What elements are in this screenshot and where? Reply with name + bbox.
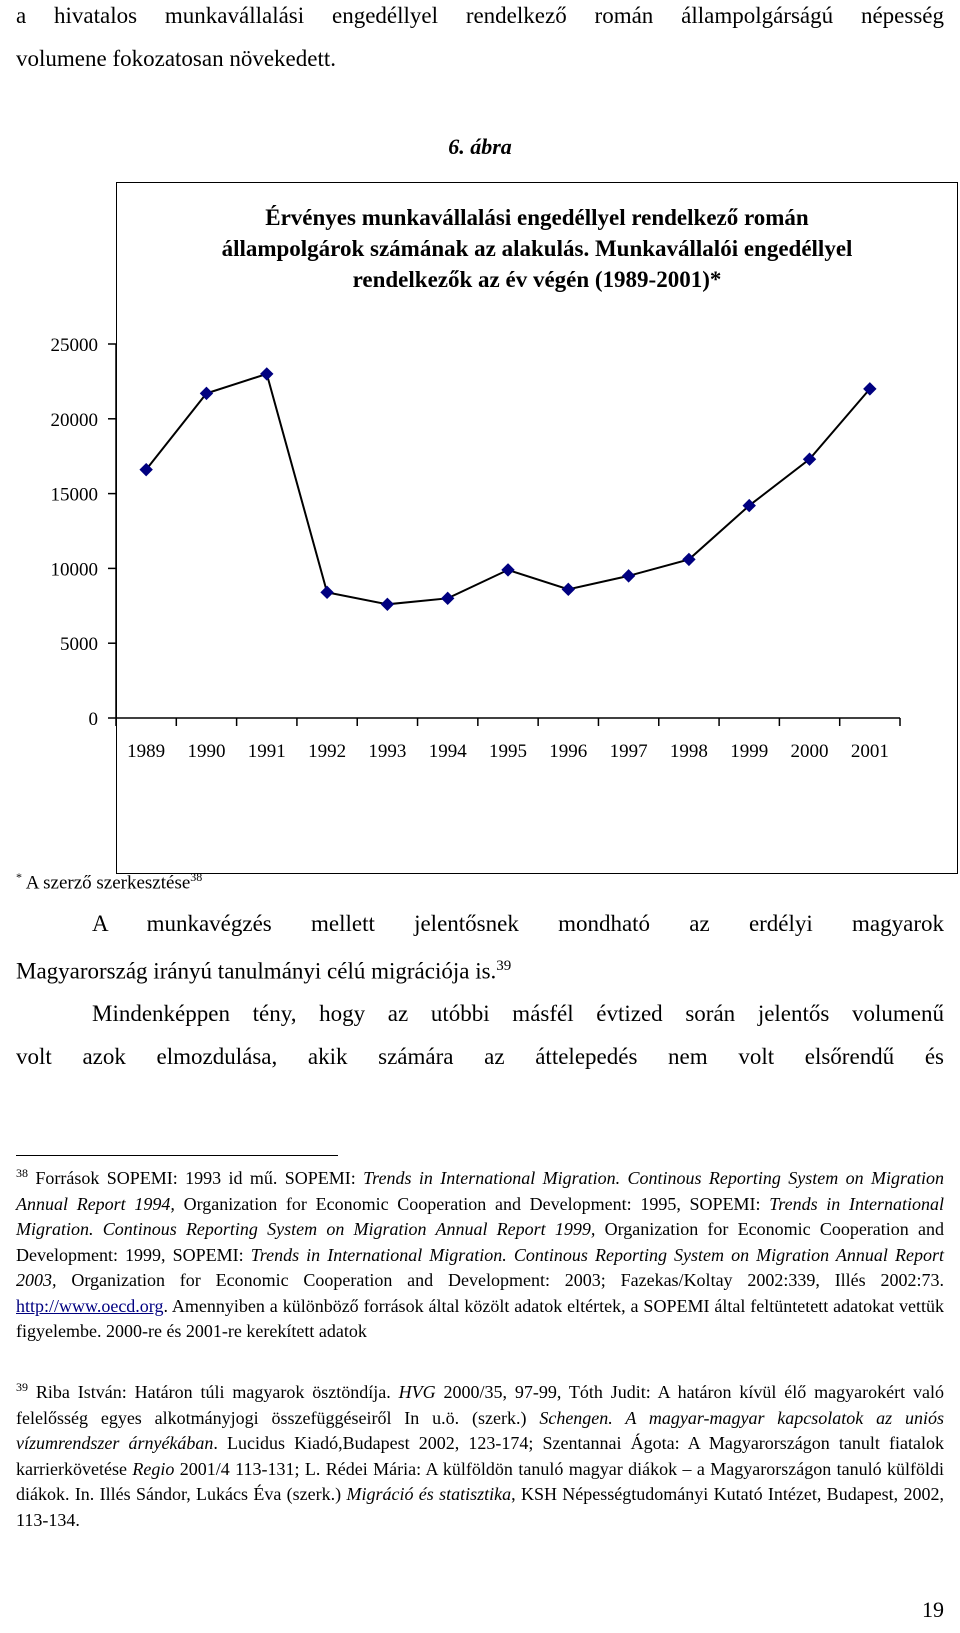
x-tick-label: 1992 xyxy=(308,741,347,762)
fn39-text-3: . Lucidus Kiadó,Budapest 2002, 123-174; Szentannai Ágota: A Magyarországon tanult fiatalok karrierkövetése xyxy=(16,1433,944,1479)
para2-line-1: Mindenképpen tény, hogy az utóbbi másfél évtized során jelentős volumenű xyxy=(92,1001,944,1026)
y-tick-label: 15000 xyxy=(50,484,98,506)
y-tick-label: 20000 xyxy=(50,409,98,431)
line-chart xyxy=(0,0,960,800)
intro-line-2: volumene fokozatosan növekedett. xyxy=(16,46,336,71)
para1-line-2 xyxy=(16,945,944,993)
y-tick-label: 25000 xyxy=(50,335,98,356)
fn39-italic-1: HVG xyxy=(398,1382,436,1402)
fn38-italic-1: Trends in International Migration. Continous Reporting System on Migration Annual Report 1994, xyxy=(16,1168,944,1214)
source-text: A szerző szerkesztése xyxy=(25,872,191,894)
fn38-text-5: . Amennyiben a különböző források által közölt adatok eltértek, a SOPEMI által feltüntetett adatokat vettük figyelembe. 2000-re és 2001-re kerekített adatok xyxy=(16,1295,944,1341)
x-tick-label: 1990 xyxy=(187,741,226,762)
chart-title-line-1: Érvényes munkavállalási engedéllyel rendelkező román xyxy=(265,205,809,230)
fn39-italic-4: Migráció és statisztika xyxy=(346,1484,512,1504)
y-axis xyxy=(51,335,117,730)
body-paragraph-1 xyxy=(16,902,944,993)
x-tick-label: 1997 xyxy=(609,741,648,762)
x-tick-label: 2001 xyxy=(850,741,889,762)
x-tick-label: 1994 xyxy=(428,741,467,762)
fn39-italic-3: Regio xyxy=(132,1458,175,1479)
x-tick-label: 1995 xyxy=(489,741,527,762)
intro-line-1: a hivatalos munkavállalási engedéllyel rendelkező román állampolgárságú népesség xyxy=(16,3,944,28)
fn38-italic-3: Trends in International Migration. Continous Reporting System on Migration Annual Report 2003, xyxy=(16,1244,944,1290)
y-tick-label: 5000 xyxy=(60,634,98,656)
x-tick-label: 1989 xyxy=(127,741,166,762)
fn39-text-2: 2000/35, 97-99, Tóth Judit: A határon kívül élő magyarokért való felelősség egyes alkotmányjogi összefüggéseiről In u.ö. (szerk.) xyxy=(16,1382,944,1428)
x-tick-label: 2000 xyxy=(790,741,829,762)
source-asterisk: * xyxy=(16,870,22,884)
x-tick-label: 1998 xyxy=(669,741,708,762)
x-tick-label: 1999 xyxy=(730,741,769,762)
fn38-text-2: Organization for Economic Cooperation and Development: 1995, SOPEMI: xyxy=(174,1193,770,1214)
x-tick-label: 1991 xyxy=(247,741,286,762)
y-tick-label: 0 xyxy=(88,709,98,730)
data-point-marker xyxy=(261,368,273,380)
fn39-italic-2: Schengen. A magyar-magyar kapcsolatok az uniós vízumrendszer árnyékában xyxy=(16,1407,944,1453)
fn38-text-3: Organization for Economic Cooperation and Development: 1999, SOPEMI: xyxy=(16,1219,944,1265)
chart-title-line-3: rendelkezők az év végén (1989-2001)* xyxy=(352,267,722,292)
footnote-38 xyxy=(16,1166,944,1345)
para2-line-2: volt azok elmozdulása, akik számára az áttelepedés nem volt elsőrendű és xyxy=(16,1044,944,1069)
fn38-italic-2: Trends in International Migration. Continous Reporting System on Migration Annual Report 1999, xyxy=(16,1193,944,1239)
data-point-marker xyxy=(442,592,454,604)
source-footnote-ref: 38 xyxy=(190,870,203,884)
x-tick-label: 1993 xyxy=(368,741,407,762)
footnote-39-number: 39 xyxy=(16,1380,28,1394)
body-paragraph-2 xyxy=(16,992,944,1078)
data-point-marker xyxy=(321,586,333,598)
para1-line-1: A munkavégzés mellett jelentősnek mondható az erdélyi magyarok xyxy=(92,911,944,936)
fn39-text-4: 2001/4 113-131; L. Rédei Mária: A külföldön tanuló magyar diákok – a Magyarországon tanuló külföldi diákok. In. Illés Sándor, Lukács Éva (szerk.) xyxy=(16,1458,945,1504)
data-series xyxy=(140,368,876,610)
figure-label: 6. ábra xyxy=(448,134,512,159)
figure-source xyxy=(16,870,202,894)
fn38-text-4: Organization for Economic Cooperation and Development: 2003; Fazekas/Koltay 2002:339, Illés 2002:73. xyxy=(56,1270,944,1290)
x-tick-label: 1996 xyxy=(549,741,588,762)
data-point-marker xyxy=(623,570,635,582)
footnote-divider xyxy=(16,1155,338,1156)
chart-title-line-2: állampolgárok számának az alakulás. Munkavállalói engedéllyel xyxy=(221,236,853,261)
fn39-text-1: Riba István: Határon túli magyarok ösztöndíja. xyxy=(28,1382,399,1402)
para1-footnote-ref: 39 xyxy=(496,958,512,974)
data-point-marker xyxy=(381,598,393,610)
data-point-marker xyxy=(502,564,514,576)
fn38-text-1: Források SOPEMI: 1993 id mű. SOPEMI: xyxy=(28,1168,364,1188)
footnote-38-number: 38 xyxy=(16,1166,28,1180)
footnote-39 xyxy=(16,1380,944,1533)
data-point-marker xyxy=(562,583,574,595)
y-tick-label: 10000 xyxy=(50,559,98,581)
oecd-link[interactable]: http://www.oecd.org xyxy=(16,1295,164,1316)
x-axis xyxy=(116,718,900,762)
fn39-text-5: , KSH Népességtudományi Kutató Intézet, Budapest, 2002, 113-134. xyxy=(16,1484,945,1530)
para1-line-2-text: Magyarország irányú tanulmányi célú migrációja is. xyxy=(16,958,497,984)
page-number: 19 xyxy=(922,1597,944,1622)
